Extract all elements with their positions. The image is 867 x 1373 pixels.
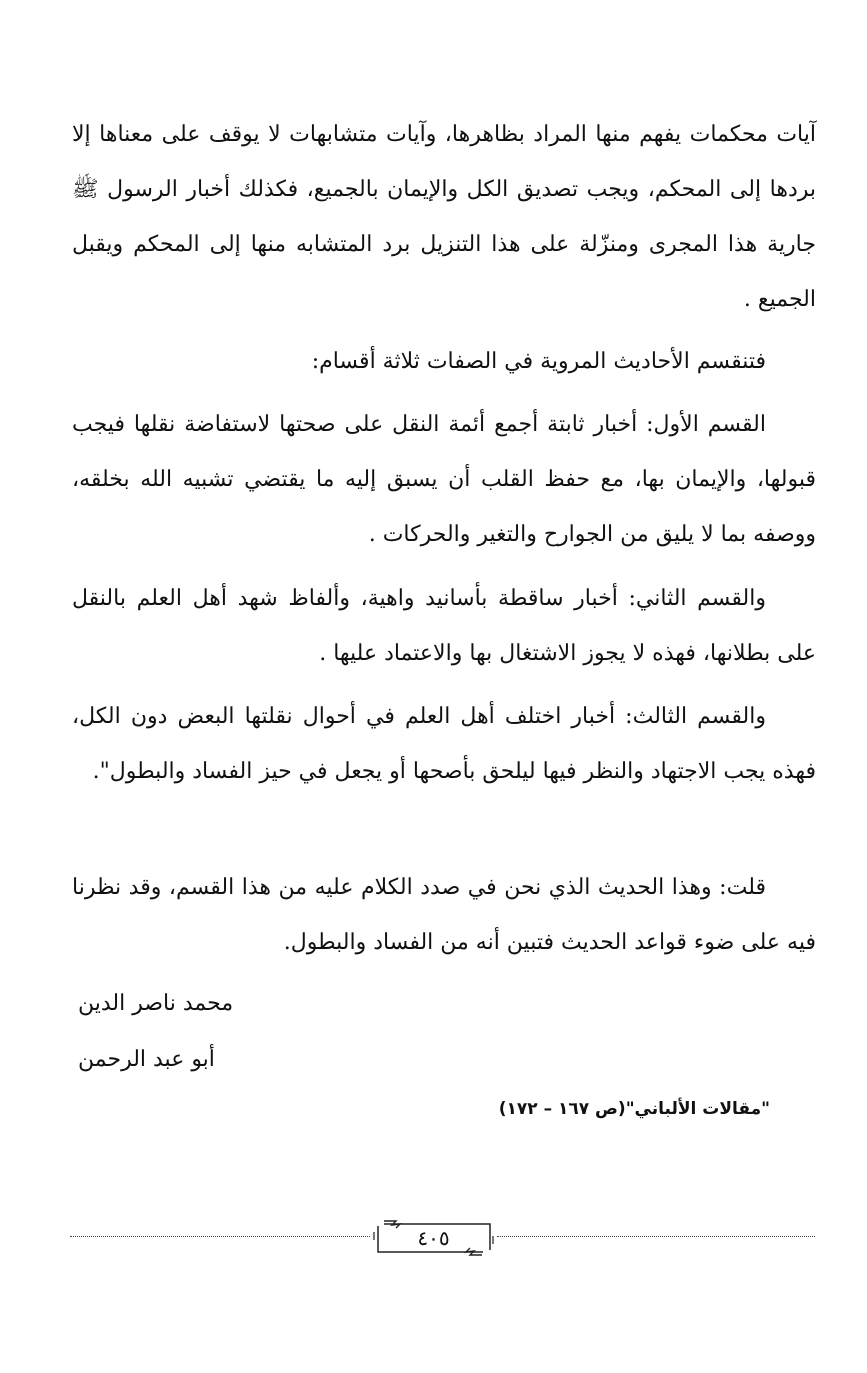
page-number: ٤٠٥ (417, 1226, 450, 1250)
source-citation: "مقالات الألباني"(ص ١٦٧ – ١٧٢) (498, 1099, 770, 1119)
signature-kunya: أبو عبد الرحمن (78, 1047, 215, 1072)
paragraph-2: فتنقسم الأحاديث المروية في الصفات ثلاثة أقسام: (311, 349, 766, 374)
paragraph-1: آيات محكمات يفهم منها المراد بظاهرها، وآيات متشابهات لا يوقف على معناها إلا بردها إلى المحكم، ويجب تصديق الكل والإيمان بالجميع، فكذلك أخبار الرسول ﷺ جارية هذا المجرى ومنزّلة على هذا التنزيل برد المتشابه منها إلى المحكم ويقبل الجميع . (72, 122, 816, 312)
footer-rule-right (497, 1236, 815, 1237)
paragraph-4: والقسم الثاني: أخبار ساقطة بأسانيد واهية، وألفاظ شهد أهل العلم بالنقل على بطلانها، فهذه لا يجوز الاشتغال بها والاعتماد عليها . (72, 586, 816, 666)
page-number-frame (370, 1218, 497, 1258)
footer-rule-left (70, 1236, 370, 1237)
paragraph-6: قلت: وهذا الحديث الذي نحن في صدد الكلام عليه من هذا القسم، وقد نظرنا فيه على ضوء قواعد الحديث فتبين أنه من الفساد والبطول. (72, 875, 816, 955)
paragraph-3: القسم الأول: أخبار ثابتة أجمع أئمة النقل على صحتها لاستفاضة نقلها فيجب قبولها، والإيمان بها، مع حفظ القلب أن يسبق إليه ما يقتضي تشبيه الله بخلقه، ووصفه بما لا يليق من الجوارح والتغير والحركات . (72, 412, 816, 547)
signature-name: محمد ناصر الدين (78, 991, 234, 1016)
paragraph-5: والقسم الثالث: أخبار اختلف أهل العلم في أحوال نقلتها البعض دون الكل، فهذه يجب الاجتهاد والنظر فيها ليلحق بأصحها أو يجعل في حيز الفساد والبطول". (72, 704, 816, 784)
